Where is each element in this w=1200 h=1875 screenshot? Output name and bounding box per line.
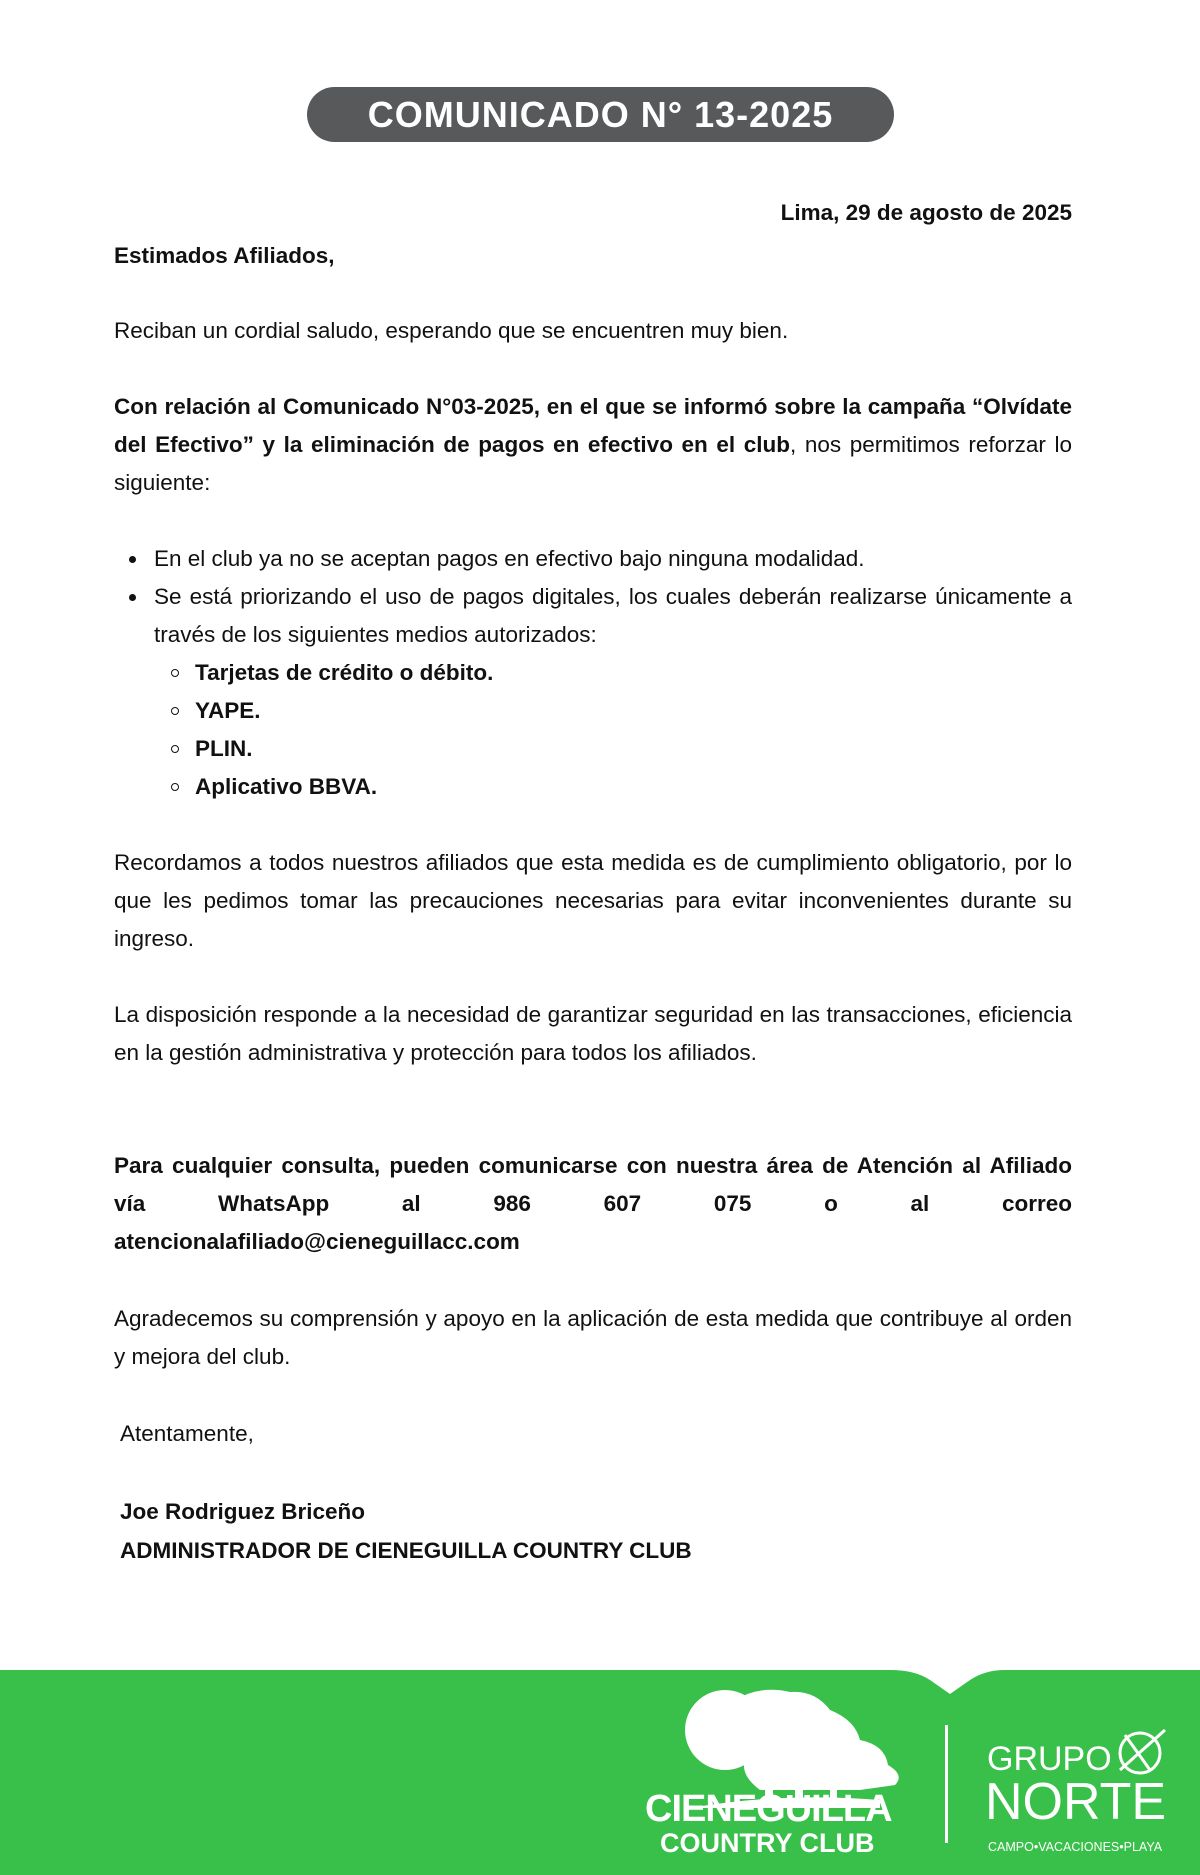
country-club-logo-text: COUNTRY CLUB (660, 1828, 875, 1858)
communique-title: COMUNICADO N° 13-2025 (307, 87, 894, 142)
obligation-paragraph: Recordamos a todos nuestros afiliados que esta medida es de cumplimiento obligatorio, por lo que les pedimos tomar las precauciones necesarias para evitar inconvenientes durante su ingreso. (114, 850, 1072, 951)
tagline-logo-text: CAMPO•VACACIONES•PLAYA (988, 1840, 1163, 1854)
logo-divider (945, 1725, 948, 1843)
reference-rest: , nos permitimos reforzar lo siguiente: (114, 432, 1072, 495)
greeting: Estimados Afiliados, (114, 243, 335, 268)
closing: Atentamente, (120, 1421, 254, 1446)
payment-method-item: PLIN. (114, 730, 1072, 768)
payment-method-item: Aplicativo BBVA. (114, 768, 1072, 806)
contact-text: Para cualquier consulta, pueden comunicarse con nuestra área de Atención al Afiliado vía WhatsApp al 986 607 075 o al correo (114, 1153, 1072, 1216)
norte-logo-text: NORTE (985, 1773, 1167, 1831)
payment-method-item: YAPE. (114, 692, 1072, 730)
payment-method-item: Tarjetas de crédito o débito. (114, 654, 1072, 692)
cieneguilla-logo-text: CIENEGUILLA (645, 1788, 892, 1830)
contact-paragraph (114, 1147, 1072, 1261)
intro-paragraph: Reciban un cordial saludo, esperando que se encuentren muy bien. (114, 318, 789, 343)
signer-title: ADMINISTRADOR DE CIENEGUILLA COUNTRY CLUB (120, 1538, 692, 1563)
bullet-list (114, 540, 1072, 806)
signer-name: Joe Rodriguez Briceño (120, 1499, 366, 1524)
grupo-logo-text: GRUPO (987, 1740, 1112, 1778)
reference-bold: Con relación al Comunicado N°03-2025, en el que se informó sobre la campaña “Olvídate del Efectivo” y la eliminación de pagos en efectivo en el club (114, 394, 1072, 457)
payment-methods-list (114, 654, 1072, 806)
reference-paragraph (114, 388, 1072, 502)
letter-date: Lima, 29 de agosto de 2025 (780, 200, 1072, 225)
footer-band (0, 1670, 1200, 1875)
thanks-paragraph: Agradecemos su comprensión y apoyo en la aplicación de esta medida que contribuye al orden y mejora del club. (114, 1306, 1072, 1369)
bullet-item: En el club ya no se aceptan pagos en efectivo bajo ninguna modalidad. (114, 540, 1072, 578)
reason-paragraph: La disposición responde a la necesidad de garantizar seguridad en las transacciones, eficiencia en la gestión administrativa y protección para todos los afiliados. (114, 1002, 1072, 1065)
contact-email[interactable]: atencionalafiliado@cieneguillacc.com (114, 1229, 520, 1254)
bullet-item: Se está priorizando el uso de pagos digitales, los cuales deberán realizarse únicamente a través de los siguientes medios autorizados: (114, 578, 1072, 654)
